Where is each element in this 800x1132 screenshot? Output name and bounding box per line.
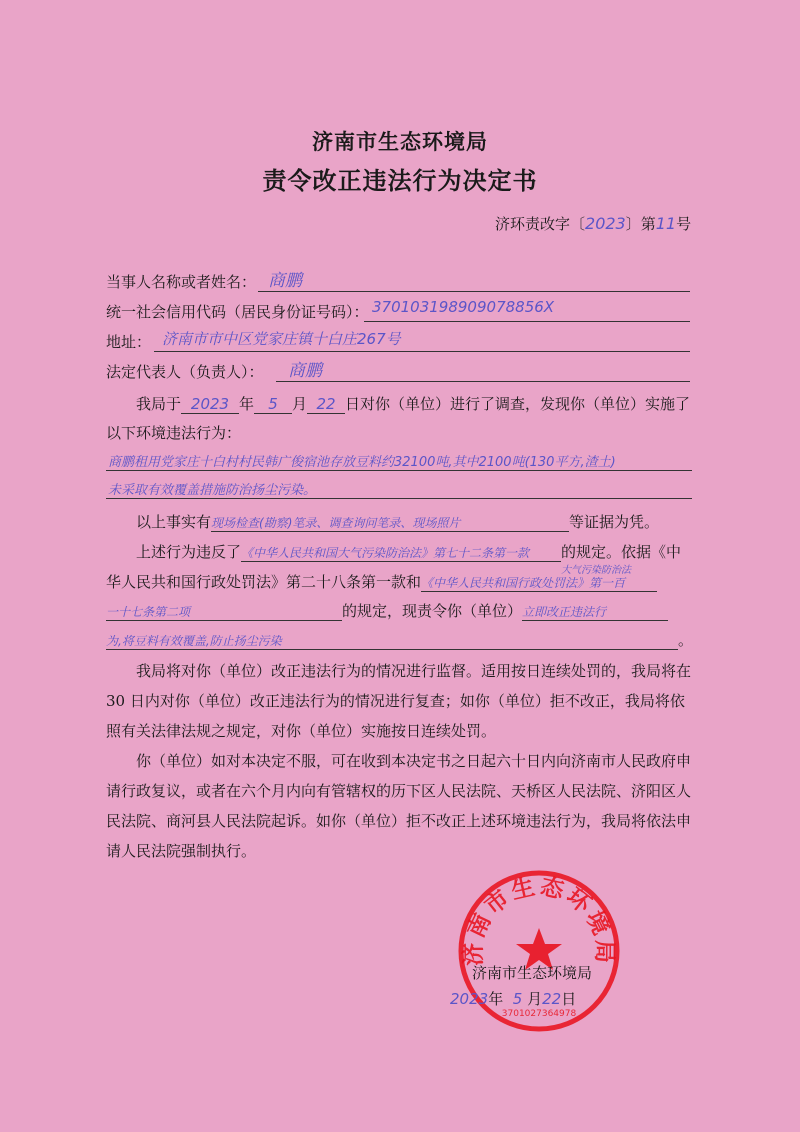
party-label: 当事人名称或者姓名：	[106, 273, 257, 291]
violation-law-line: 上述行为违反了《中华人民共和国大气污染防治法》第七十二条第一款 的规定。依据《中	[136, 543, 682, 561]
legal-rep-underline	[276, 381, 690, 382]
address-underline	[154, 351, 690, 352]
investigation-day: 22	[307, 395, 345, 414]
credit-code-underline	[364, 321, 690, 322]
doc-no-suffix: 号	[676, 215, 692, 233]
credit-code-label: 统一社会信用代码（居民身份证号码）：	[106, 303, 369, 321]
order-text-1: 立即改正违法行	[522, 602, 668, 621]
supervision-paragraph: 我局将对你（单位）改正违法行为的情况进行监督。适用按日连续处罚的，我局将在 30 日内对你（单位）改正违法行为的情况进行复查；如你（单位）拒不改正，我局将依照有关法律法规之规定，对你（单位）实施按日连续处罚。	[106, 662, 692, 740]
investigation-year: 2023	[181, 395, 239, 414]
violation-underline-2	[106, 498, 692, 499]
doc-no-mid: 〕第	[625, 215, 656, 233]
investigation-month: 5	[254, 395, 292, 414]
p1-text-e: 以下环境违法行为：	[106, 424, 242, 442]
appeal-paragraph: 你（单位）如对本决定不服，可在收到本决定书之日起六十日内向济南市人民政府申请行政复议，或者在六个月内向有管辖权的历下区人民法院、天桥区人民法院、济阳区人民法院、商河县人民法院起诉。如你（单位）拒不改正上述环境违法行为，我局将依法申请人民法院强制执行。	[106, 752, 692, 860]
order-line: 一十七条第二项 的规定，现责令你（单位）立即改正违法行	[106, 600, 668, 621]
address-label: 地址：	[106, 333, 152, 351]
penalty-law-continued: 一十七条第二项	[106, 602, 342, 621]
party-underline	[258, 291, 690, 292]
doc-no-year: 2023	[585, 214, 626, 233]
violation-line-1: 商鹏租用党家庄十白村村民韩广俊宿池存放豆料约32100吨,其中2100吨(130平方,渣土)	[108, 455, 616, 470]
doc-no-prefix: 济环责改字〔	[495, 215, 586, 233]
document-title: 责令改正违法行为决定书	[262, 166, 538, 195]
seal-text: 济南市生态环境局	[460, 873, 618, 966]
p1-text-a: 我局于	[136, 395, 182, 413]
evidence-value: 现场检查(勘察)笔录、调查询问笔录、现场照片	[211, 513, 569, 532]
legal-rep-label: 法定代表人（负责人）：	[106, 363, 264, 381]
evidence-line: 以上事实有现场检查(勘察)笔录、调查询问笔录、现场照片 等证据为凭。	[136, 513, 660, 531]
official-seal	[454, 866, 624, 1036]
issue-date: 2023年 5 月22日	[450, 990, 577, 1008]
violation-line-2: 未采取有效覆盖措施防治扬尘污染。	[108, 483, 317, 498]
seal-code: 3701027364978	[501, 1009, 577, 1019]
order-line-2: 为,将豆料有效覆盖,防止扬尘污染 。	[106, 631, 694, 649]
doc-no-number: 11	[655, 214, 677, 233]
order-text-2: 为,将豆料有效覆盖,防止扬尘污染	[106, 631, 678, 650]
document-number	[495, 213, 691, 234]
legal-rep-value: 商鹏	[288, 361, 322, 381]
agency-heading: 济南市生态环境局	[312, 129, 488, 154]
address-value: 济南市市中区党家庄镇十白庄267号	[162, 330, 401, 348]
penalty-law-line: 华人民共和国行政处罚法》第二十八条第一款和 大气污染防治法 《中华人民共和国行政处罚法》第一百	[106, 571, 657, 592]
p1-text-d: 日对你（单位）进行了调查，发现你（单位）实施了	[345, 395, 691, 413]
issuing-agency-signature: 济南市生态环境局	[472, 964, 593, 982]
penalty-law: 大气污染防治法 《中华人民共和国行政处罚法》第一百	[421, 573, 657, 592]
investigation-paragraph: 我局于 2023 年 5 月 22 日对你（单位）进行了调查，发现你（单位）实施了	[136, 395, 691, 413]
violated-law: 《中华人民共和国大气污染防治法》第七十二条第一款	[241, 543, 561, 562]
violation-underline-1	[106, 470, 692, 471]
credit-code-value: 370103198909078856X	[372, 298, 555, 316]
party-value: 商鹏	[268, 271, 302, 291]
